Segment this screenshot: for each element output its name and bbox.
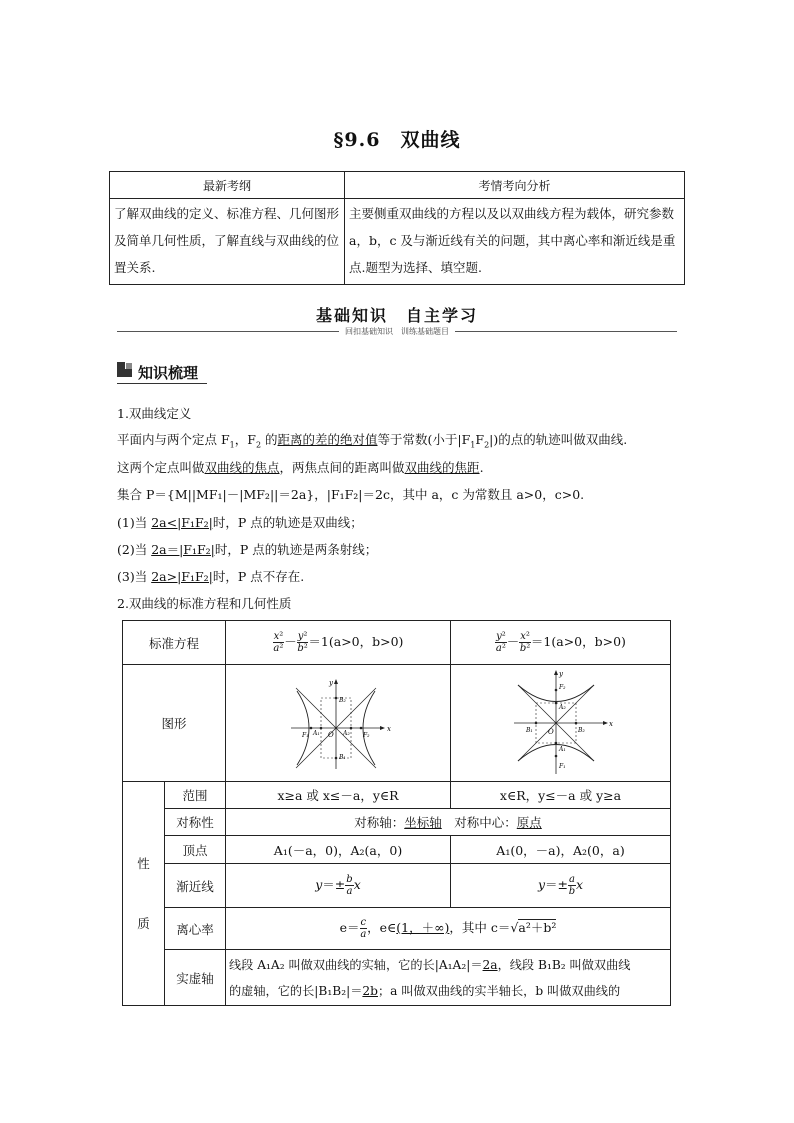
asymptote-horizontal: y＝± $\frac{b}{a}x$ [226, 864, 451, 908]
graph-label-x: x [387, 725, 391, 733]
graph-label-b1: B₁ [339, 754, 346, 761]
graph-label-f2: F₂ [363, 732, 370, 739]
case-2: (2)当 2a＝|F₁F₂|时，P 点的轨迹是两条射线； [117, 542, 378, 557]
eccentricity-value: e＝ $\frac{c}{a}$，e∈(1，＋∞)，其中 c＝√a²＋b² [226, 908, 671, 950]
graph-label-y: y [329, 679, 333, 687]
range-horizontal: x≥a 或 x≤－a，y∈R [226, 782, 451, 809]
page-title: §9.6 双曲线 [333, 129, 461, 151]
col1-header: 最新考纲 [110, 172, 345, 199]
col1-text: 了解双曲线的定义、标准方程、几何图形及简单几何性质，了解直线与双曲线的位置关系. [110, 199, 345, 285]
label-vertex: 顶点 [165, 836, 226, 864]
vertex-vertical: A₁(0，－a)，A₂(0，a) [451, 836, 671, 864]
graph-label-a1: A₁ [313, 730, 320, 737]
graph2-label-f2: F₂ [558, 684, 566, 691]
graph-label-a2: A₂ [343, 730, 350, 737]
col2-header: 考情考向分析 [345, 172, 685, 199]
range-vertical: x∈R，y≤－a 或 y≥a [451, 782, 671, 809]
label-std-eq: 标准方程 [123, 621, 226, 665]
case-3: (3)当 2a>|F₁F₂|时，P 点不存在. [117, 569, 305, 584]
heading-definition: 1.双曲线定义 [117, 406, 192, 421]
eq-vertical: $\frac{\text{y²}}{\text{a²}}-$ $\frac{\text{x²}}{\text{b²}}=1(a>0$，b>0) [451, 621, 671, 665]
asymptote-vertical: y＝± $\frac{a}{b}x$ [451, 864, 671, 908]
axis-value: 线段 A₁A₂ 叫做双曲线的实轴，它的长|A₁A₂|＝2a，线段 B₁B₂ 叫做双曲线 的虚轴，它的长|B₁B₂|＝2b；a 叫做双曲线的实半轴长，b 叫做双曲线的 [226, 950, 671, 1006]
label-eccentricity: 离心率 [165, 908, 226, 950]
graph-label-b2: B₂ [339, 697, 346, 704]
label-range: 范围 [165, 782, 226, 809]
label-axis: 实虚轴 [165, 950, 226, 1006]
knowledge-title: 知识梳理 [138, 364, 199, 382]
section-title: 基础知识 自主学习 [315, 306, 478, 325]
graph2-label-y: y [558, 670, 563, 678]
graph2-label-x: x [608, 720, 613, 728]
graph-vertical [451, 665, 671, 782]
graph-label-f1: F₁ [302, 732, 309, 739]
graph2-label-a2: A₂ [558, 704, 566, 711]
col2-text: 主要侧重双曲线的方程以及以双曲线方程为载体，研究参数 a，b，c 及与渐近线有关的问题，其中离心率和渐近线是重点.题型为选择、填空题. [345, 199, 685, 285]
label-symmetry: 对称性 [165, 809, 226, 836]
vertex-horizontal: A₁(－a，0)，A₂(a，0) [226, 836, 451, 864]
hyperbola-x-graph [283, 673, 393, 773]
definition-set: 集合 P＝{M||MF₁|－|MF₂||＝2a}，|F₁F₂|＝2c，其中 a，c 为常数且 a>0，c>0. [117, 487, 585, 502]
definition-line-2: 这两个定点叫做双曲线的焦点，两焦点间的距离叫做双曲线的焦距. [117, 460, 484, 475]
knowledge-icon-inner [126, 363, 132, 369]
graph2-label-b2: B₂ [577, 727, 585, 734]
knowledge-underline [117, 383, 207, 384]
symmetry-value: 对称轴：坐标轴 对称中心：原点 [226, 809, 671, 836]
definition-line-1: 平面内与两个定点 $F_1$，$F_2$ 的距离的差的绝对值等于常数(小于$|F_1F_2|$)的点的轨迹叫做双曲线. [117, 432, 628, 450]
section-subtitle: 回扣基础知识 训练基础题目 [0, 326, 794, 337]
graph2-label-f1: F₁ [558, 763, 566, 770]
label-asymptote: 渐近线 [165, 864, 226, 908]
graph2-label-o: O [547, 728, 554, 736]
label-properties: 性 质 [123, 782, 165, 1006]
graph-label-o: O [328, 731, 334, 739]
properties-table [122, 620, 671, 1006]
graph2-label-b1: B₁ [525, 727, 533, 734]
exam-outline-table [109, 171, 685, 285]
label-figure: 图形 [123, 665, 226, 782]
hyperbola-y-graph [506, 668, 616, 778]
graph-horizontal [226, 665, 451, 782]
graph2-label-a1: A₁ [558, 746, 566, 753]
heading-properties: 2.双曲线的标准方程和几何性质 [117, 596, 292, 611]
case-1: (1)当 2a<|F₁F₂|时，P 点的轨迹是双曲线； [117, 515, 363, 530]
eq-horizontal: $\frac{\text{x²}}{\text{a²}}-$ $\frac{\text{y²}}{\text{b²}}=1(a>0$，b>0) [226, 621, 451, 665]
